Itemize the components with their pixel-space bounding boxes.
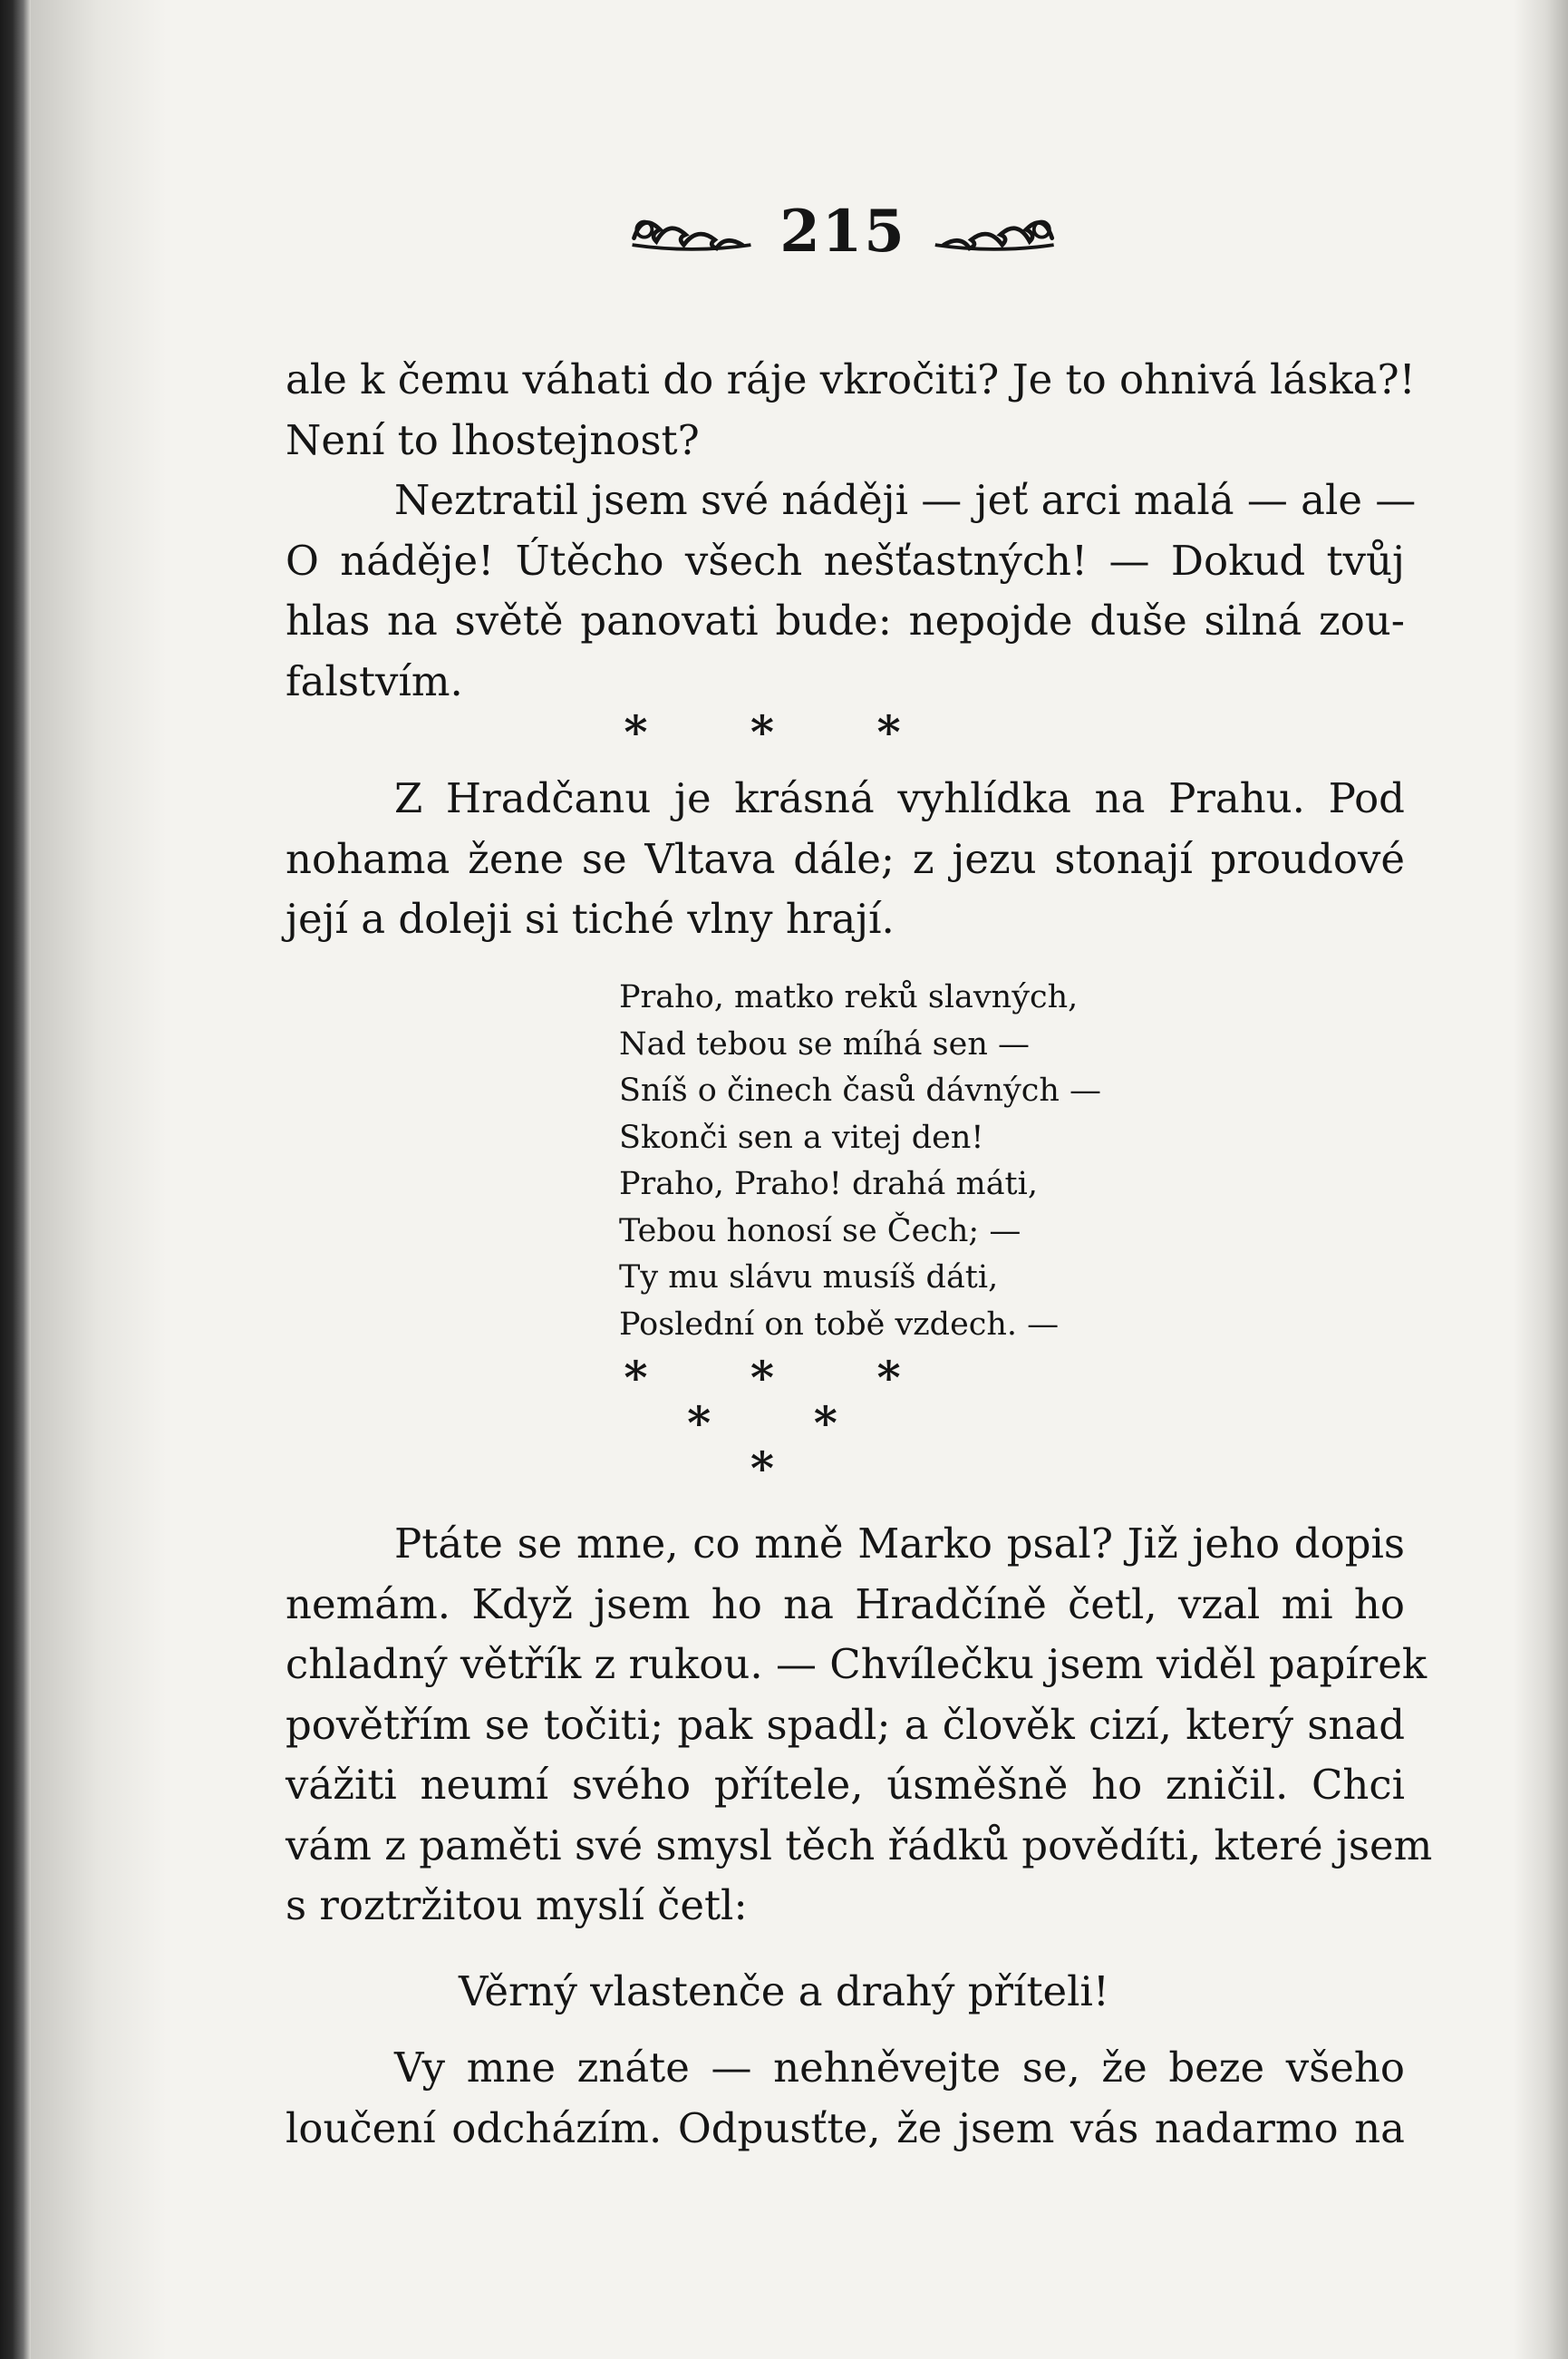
poem-line: Skonči sen a vitej den! <box>619 1119 984 1156</box>
text-line: nemám. Když jsem ho na Hradčíně četl, vzal mi ho <box>286 1579 1405 1628</box>
text-line: chladný větřík z rukou. — Chvílečku jsem viděl papírek <box>286 1640 1428 1688</box>
text-line: falstvím. <box>286 656 463 705</box>
page-number: 215 <box>779 197 906 266</box>
poem <box>619 975 1101 1348</box>
text-line: hlas na světě panovati bude: nepojde duše silná zou- <box>286 597 1405 645</box>
right-ornament-icon <box>932 202 1060 260</box>
separator-row-2: * * <box>687 1396 881 1450</box>
paragraph-3 <box>286 769 1405 950</box>
text-line: Není to lhostejnost? <box>286 415 700 464</box>
paragraph-5 <box>286 2038 1405 2159</box>
poem-line: Praho, Praho! drahá máti, <box>619 1166 1038 1202</box>
letter-salutation: Věrný vlastenče a drahý příteli! <box>458 1967 1110 2015</box>
text-line: nohama žene se Vltava dále; z jezu stonají proudové <box>286 834 1405 883</box>
poem-line: Poslední on tobě vzdech. — <box>619 1306 1060 1343</box>
text-line: Vy mne znáte — nehněvejte se, že beze všeho <box>394 2043 1405 2092</box>
text-line: s roztržitou myslí četl: <box>286 1881 748 1929</box>
text-line: ale k čemu váhati do ráje vkročiti? Je to ohnivá láska?! <box>286 355 1416 403</box>
page-header <box>625 190 1060 272</box>
text-line: Z Hradčanu je krásná vyhlídka na Prahu. Pod <box>394 774 1405 822</box>
text-line: Neztratil jsem své náději — jeť arci malá — ale — <box>394 476 1417 524</box>
left-ornament-icon <box>625 202 754 260</box>
text-line: O náděje! Útěcho všech nešťastných! — Dokud tvůj <box>286 536 1405 585</box>
text-line: vám z paměti své smysl těch řádků povědíti, které jsem <box>286 1820 1433 1869</box>
text-line: vážiti neumí svého přítele, úsměšně ho zničil. Chci <box>286 1761 1405 1809</box>
poem-line: Nad tebou se míhá sen — <box>619 1025 1031 1063</box>
section-separator: * * * <box>624 705 944 759</box>
paragraph-2 <box>286 471 1417 712</box>
poem-line: Tebou honosí se Čech; — <box>619 1212 1021 1249</box>
poem-line: Praho, matko reků slavných, <box>619 979 1079 1015</box>
separator-row-1: * * * <box>624 1351 944 1404</box>
text-line: její a doleji si tiché vlny hrají. <box>286 895 895 943</box>
poem-line: Sníš o činech časů dávných — <box>619 1073 1102 1109</box>
paragraph-4 <box>286 1514 1433 1937</box>
paragraph-1 <box>286 350 1416 471</box>
text-line: loučení odcházím. Odpusťte, že jsem vás nadarmo na <box>286 2103 1405 2152</box>
text-line: Ptáte se mne, co mně Marko psal? Již jeho dopis <box>394 1519 1405 1568</box>
text-line: povětřím se točiti; pak spadl; a člověk cizí, který snad <box>286 1700 1405 1749</box>
poem-line: Ty mu slávu musíš dáti, <box>619 1259 999 1296</box>
separator-row-3: * <box>750 1442 818 1495</box>
